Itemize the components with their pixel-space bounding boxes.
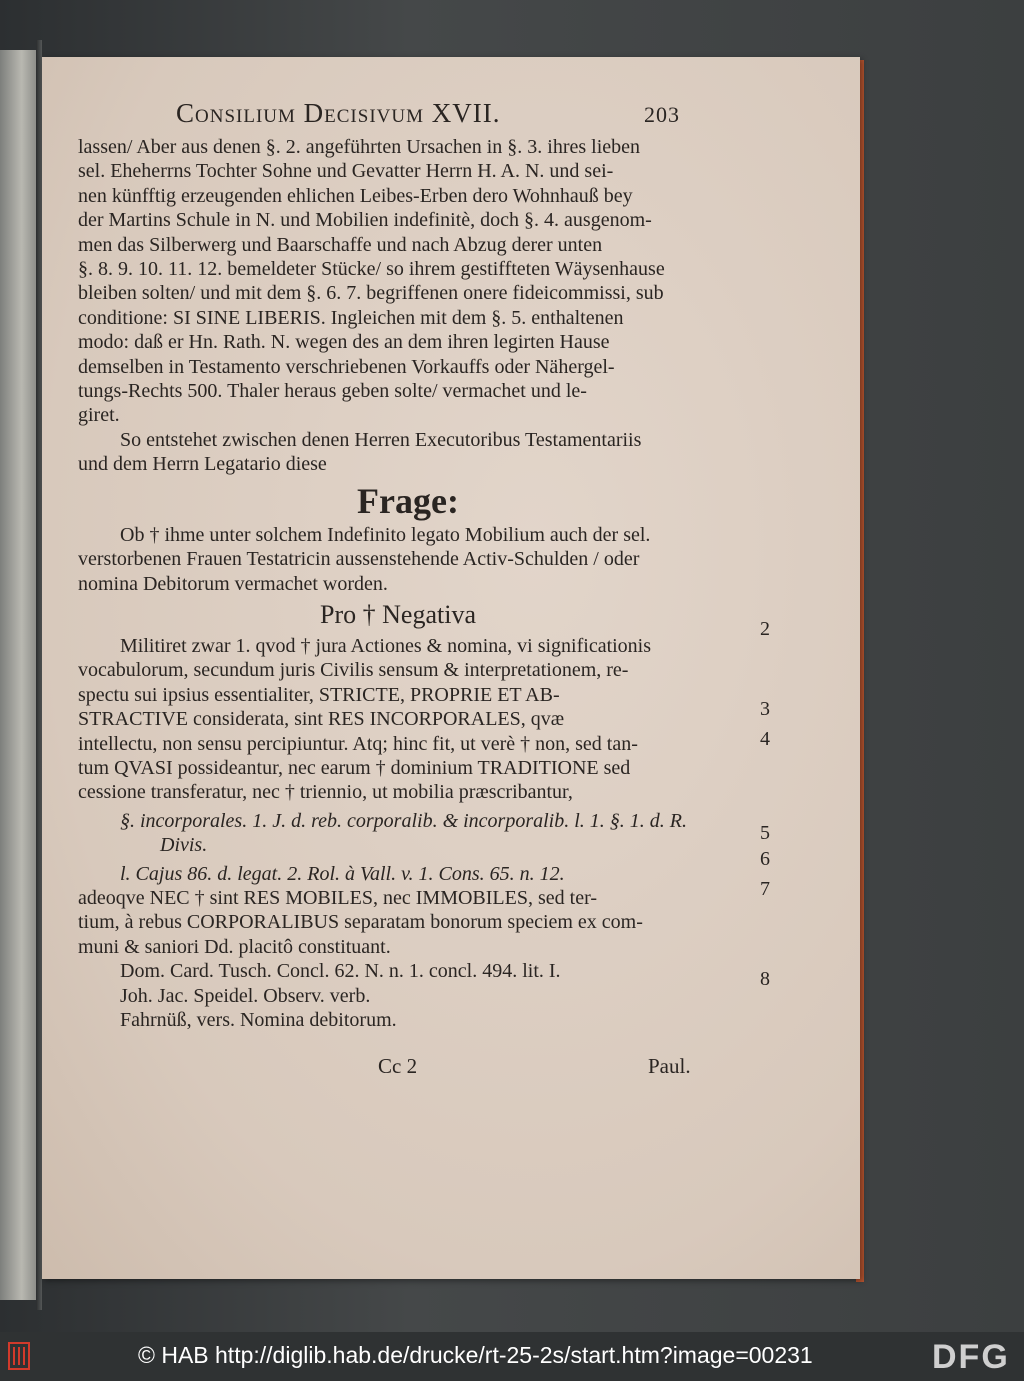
negativa-argument bbox=[78, 634, 718, 805]
page-footer bbox=[78, 1054, 718, 1080]
paragraph-1 bbox=[78, 135, 718, 428]
text-line: verstorbenen Frauen Testatricin aussenstehende Activ-Schulden / oder bbox=[78, 548, 640, 571]
references bbox=[78, 959, 718, 1032]
text-line: bleiben solten/ und mit dem §. 6. 7. begriffenen onere fideicommissi, sub bbox=[78, 282, 664, 305]
citation-line: l. Cajus 86. d. legat. 2. Rol. à Vall. v. 1. Cons. 65. n. 12. bbox=[120, 862, 565, 885]
text-line: und dem Herrn Legatario diese bbox=[78, 453, 327, 476]
text-line: §. 8. 9. 10. 11. 12. bemeldeter Stücke/ so ihrem gestiffteten Wäysenhause bbox=[78, 258, 665, 281]
catchword: Paul. bbox=[648, 1054, 691, 1079]
hab-logo-icon bbox=[8, 1342, 30, 1370]
paragraph-2 bbox=[78, 428, 718, 477]
reference-line: Fahrnüß, vers. Nomina debitorum. bbox=[120, 1009, 397, 1031]
text-line: spectu sui ipsius essentialiter, STRICTE, PROPRIE ET AB- bbox=[78, 683, 560, 706]
text-line: nomina Debitorum vermachet worden. bbox=[78, 572, 388, 595]
text-line: conditione: SI SINE LIBERIS. Ingleichen mit dem §. 5. enthaltenen bbox=[78, 306, 624, 329]
text-line: Militiret zwar 1. qvod † jura Actiones & nomina, vi significationis bbox=[120, 634, 652, 657]
question bbox=[78, 523, 718, 596]
text-line: nen künfftig erzeugenden ehlichen Leibes-Erben dero Wohnhauß bey bbox=[78, 184, 633, 207]
margin-number: 5 bbox=[760, 822, 770, 844]
margin-number: 8 bbox=[760, 968, 770, 990]
reference-line: Dom. Card. Tusch. Concl. 62. N. n. 1. concl. 494. lit. I. bbox=[120, 960, 561, 983]
margin-number: 2 bbox=[760, 618, 770, 640]
dfg-logo: DFG bbox=[932, 1338, 1010, 1376]
adeoque-paragraph bbox=[78, 886, 718, 959]
reference-line: Joh. Jac. Speidel. Observ. verb. bbox=[120, 984, 371, 1007]
text-line: demselben in Testamento verschriebenen Vorkauffs oder Nähergel- bbox=[78, 355, 615, 378]
citation-line: §. incorporales. 1. J. d. reb. corporalib. & incorporalib. l. 1. §. 1. d. R. bbox=[120, 809, 688, 832]
scanned-page bbox=[42, 57, 860, 1279]
heading-pro-negativa: Pro † Negativa bbox=[320, 599, 476, 629]
header-title: Consilium Decisivum XVII. bbox=[176, 98, 501, 128]
text-line: sel. Eheherrns Tochter Sohne und Gevatter Herrn H. A. N. und sei- bbox=[78, 160, 614, 183]
text-line: men das Silberwerg und Baarschaffe und nach Abzug derer unten bbox=[78, 233, 603, 256]
previous-page-edge bbox=[0, 50, 36, 1300]
citations bbox=[78, 809, 718, 886]
page-number: 203 bbox=[644, 102, 680, 127]
footer-bar bbox=[0, 1332, 1024, 1381]
citation-line: Divis. bbox=[160, 834, 208, 857]
text-line: intellectu, non sensu percipiuntur. Atq; hinc fit, ut verè † non, sed tan- bbox=[78, 732, 638, 755]
margin-number: 6 bbox=[760, 848, 770, 870]
text-line: vocabulorum, secundum juris Civilis sensum & interpretationem, re- bbox=[78, 659, 629, 682]
text-line: modo: daß er Hn. Rath. N. wegen des an dem ihren legirten Hause bbox=[78, 331, 610, 354]
signature-mark: Cc 2 bbox=[378, 1054, 418, 1079]
text-line: tum QVASI possideantur, nec earum † dominium TRADITIONE sed bbox=[78, 756, 631, 779]
copyright-link[interactable]: © HAB http://diglib.hab.de/drucke/rt-25-2s/start.htm?image=00231 bbox=[138, 1342, 813, 1368]
text-line: STRACTIVE considerata, sint RES INCORPORALES, qvæ bbox=[78, 708, 565, 731]
text-line: tungs-Rechts 500. Thaler heraus geben solte/ vermachet und le- bbox=[78, 380, 587, 403]
text-line: tium, à rebus CORPORALIBUS separatam bonorum speciem ex com- bbox=[78, 911, 643, 934]
page-text bbox=[78, 98, 770, 1080]
margin-number: 7 bbox=[760, 878, 770, 900]
margin-number: 4 bbox=[760, 728, 770, 750]
heading-frage: Frage: bbox=[357, 480, 459, 521]
running-header bbox=[78, 98, 718, 135]
text-line: lassen/ Aber aus denen §. 2. angeführten Ursachen in §. 3. ihres lieben bbox=[78, 136, 641, 158]
text-line: adeoqve NEC † sint RES MOBILES, nec IMMOBILES, sed ter- bbox=[78, 886, 597, 909]
margin-number: 3 bbox=[760, 698, 770, 720]
text-line: giret. bbox=[78, 404, 120, 427]
text-line: So entstehet zwischen denen Herren Executoribus Testamentariis bbox=[120, 428, 642, 451]
text-line: muni & saniori Dd. placitô constituant. bbox=[78, 935, 391, 958]
text-line: der Martins Schule in N. und Mobilien indefinitè, doch §. 4. ausgenom- bbox=[78, 209, 652, 232]
text-line: cessione transferatur, nec † triennio, ut mobilia præscribantur, bbox=[78, 781, 573, 804]
text-line: Ob † ihme unter solchem Indefinito legato Mobilium auch der sel. bbox=[120, 523, 651, 546]
